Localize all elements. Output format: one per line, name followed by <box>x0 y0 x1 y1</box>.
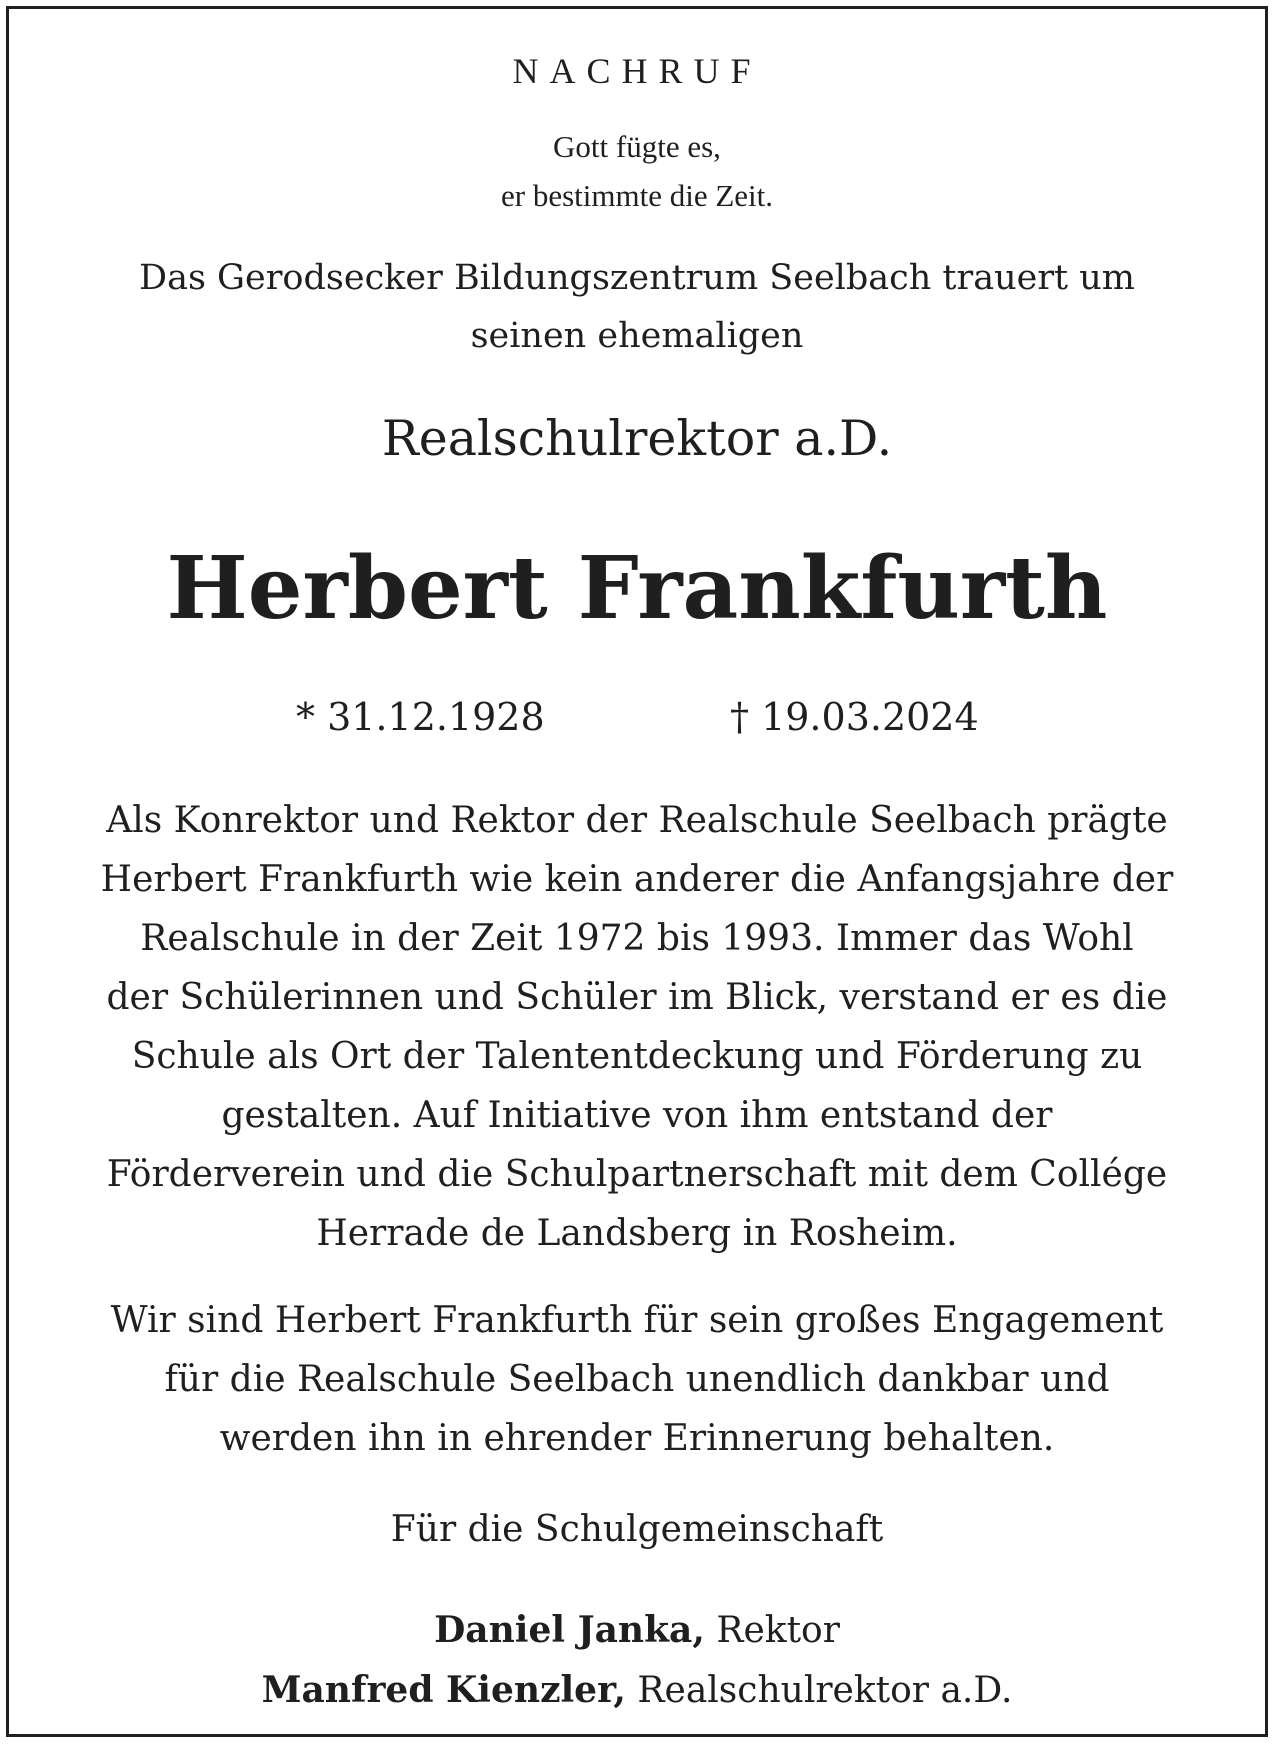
signer-name: Daniel Janka, <box>434 1609 705 1651</box>
gratitude-paragraph <box>9 1291 1265 1468</box>
signer-entry <box>9 1663 1265 1718</box>
signer-role: Realschulrektor a.D. <box>637 1670 1013 1711</box>
paragraph-line: werden ihn in ehrender Erinnerung behalten. <box>219 1418 1055 1459</box>
paragraph-line: Förderverein und die Schulpartnerschaft mit dem Collége <box>106 1154 1168 1195</box>
deceased-title: Realschulrektor a.D. <box>381 410 893 467</box>
birth-date: * 31.12.1928 <box>296 695 545 739</box>
tribute-paragraph <box>9 791 1265 1263</box>
paragraph-line: Als Konrektor und Rektor der Realschule Seelbach prägte <box>106 800 1168 841</box>
paragraph-line: gestalten. Auf Initiative von ihm entstand der <box>221 1095 1053 1136</box>
paragraph-line: Realschule in der Zeit 1972 bis 1993. Immer das Wohl <box>140 918 1134 959</box>
signer-entry <box>9 1603 1265 1658</box>
intro-line: Das Gerodsecker Bildungszentrum Seelbach trauert um <box>139 258 1135 298</box>
paragraph-line: für die Realschule Seelbach unendlich dankbar und <box>164 1359 1110 1400</box>
signer-name: Manfred Kienzler, <box>261 1669 626 1711</box>
motto-line: Gott fügte es, <box>553 129 721 164</box>
deceased-name: Herbert Frankfurth <box>166 538 1108 639</box>
community-line: Für die Schulgemeinschaft <box>390 1509 884 1550</box>
death-date: † 19.03.2024 <box>730 695 979 739</box>
intro-text <box>9 249 1265 365</box>
paragraph-line: Herbert Frankfurth wie kein anderer die Anfangsjahre der <box>100 859 1174 900</box>
obituary-notice <box>6 6 1268 1737</box>
signer-role: Rektor <box>716 1610 840 1651</box>
motto-line: er bestimmte die Zeit. <box>500 178 774 213</box>
intro-line: seinen ehemaligen <box>470 316 804 356</box>
paragraph-line: Schule als Ort der Talententdeckung und Förderung zu <box>131 1036 1143 1077</box>
paragraph-line: Wir sind Herbert Frankfurth für sein großes Engagement <box>110 1300 1164 1341</box>
paragraph-line: der Schülerinnen und Schüler im Blick, verstand er es die <box>106 977 1168 1018</box>
notice-heading: NACHRUF <box>512 51 762 91</box>
paragraph-line: Herrade de Landsberg in Rosheim. <box>316 1213 958 1254</box>
